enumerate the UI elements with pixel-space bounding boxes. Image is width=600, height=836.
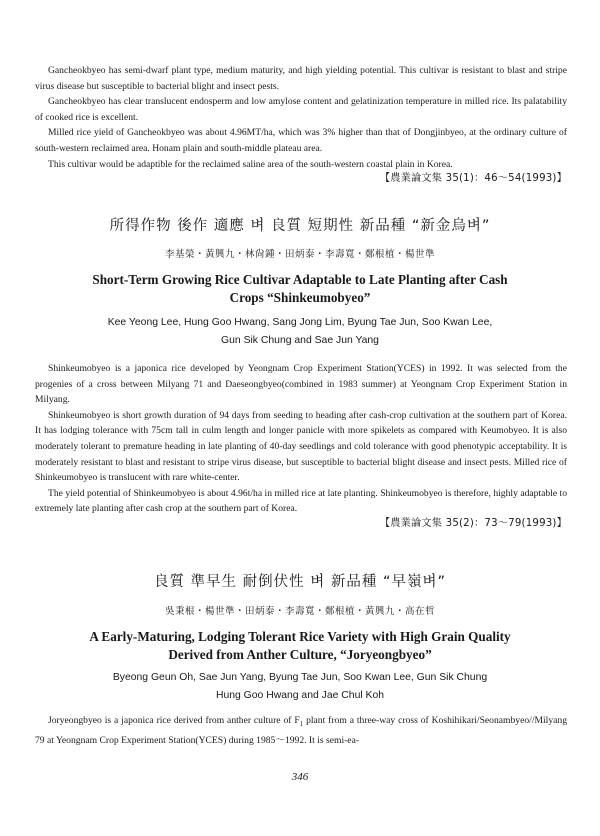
authors-line: Byeong Geun Oh, Sae Jun Yang, Byung Tae Jun, Soo Kwan Lee, Gun Sik Chung xyxy=(112,672,488,683)
title-line: Crops “Shinkeumobyeo” xyxy=(229,289,371,305)
article-3-title-korean: 良質 準早生 耐倒伏性 벼 新品種 “早嶺벼” xyxy=(153,574,447,590)
article-2-abstract xyxy=(35,361,567,531)
article-3-title-english xyxy=(60,628,540,663)
authors-line: Gun Sik Chung and Sae Jun Yang xyxy=(221,334,379,346)
paragraph-text: plant from a three-way cross of Koshihikari/Seonambyeo//Milyang 79 at Yeongnam Crop Experiment Station(YCES) during 1985～1992. It is semi-ea- xyxy=(35,715,567,746)
subscript: 1 xyxy=(299,719,304,728)
paragraph: The yield potential of Shinkeumobyeo is about 4.96t/ha in milled rice at late planting. Shinkeumobyeo is therefore, highly adaptable to extremely late planting after cash crop at the southern part of Korea. xyxy=(35,487,567,515)
paragraph: Milled rice yield of Gancheokbyeo was about 4.96MT/ha, which was 3% higher than that of Dongjinbyeo, at the ordinary culture of south-western reclaimed area. Honam plain and south-middle plateau area. xyxy=(35,127,567,154)
article-2-authors-english xyxy=(50,314,550,349)
citation: 【農業論文集 35(2)：73～79(1993)】 xyxy=(379,517,567,529)
paragraph: Gancheokbyeo has clear translucent endosperm and low amylose content and gelatinization temperature in milled rice. Its palatability of cooked rice is excellent. xyxy=(35,96,567,123)
article-3-abstract xyxy=(35,713,567,748)
citation: 【農業論文集 35(1)：46～54(1993)】 xyxy=(379,173,567,185)
article-3-authors-english xyxy=(50,669,550,704)
title-line: Short-Term Growing Rice Cultivar Adaptable to Late Planting after Cash xyxy=(92,272,508,287)
article-2-authors-korean: 李基榮・黃興九・林尙鍾・田炳泰・李壽寬・鄭根植・楊世準 xyxy=(164,249,435,260)
authors-line: Kee Yeong Lee, Hung Goo Hwang, Sang Jong Lim, Byung Tae Jun, Soo Kwan Lee, xyxy=(107,317,493,328)
title-line: Derived from Anther Culture, “Joryeongbyeo” xyxy=(168,646,432,662)
paragraph: Gancheokbyeo has semi-dwarf plant type, medium maturity, and high yielding potential. This cultivar is resistant to blast and stripe virus disease but susceptible to bacterial blight and insect pests. xyxy=(35,65,567,92)
paragraph: Shinkeumobyeo is a japonica rice developed by Yeongnam Crop Experiment Station(YCES) in 1992. It was selected from the progenies of a cross between Milyang 71 and Daeseongbyeo(combined in 1983 summer) at Yeongnam Crop Experiment Station in Milyang. xyxy=(35,363,567,406)
paragraph xyxy=(35,713,567,748)
page-number: 346 xyxy=(291,771,309,783)
paragraph-text: Joryeongbyeo is a japonica rice derived from anther culture of F xyxy=(48,715,300,726)
paragraph: Shinkeumobyeo is short growth duration of 94 days from seeding to heading after cash-crop cultivation at the southern part of Korea. It has lodging tolerance with 75cm tall in culm length and longer panicle with more spikelets as compared with Keumobyeo. It is also moderately tolerant to premature heading in late planting of 40-day seedlings and cold tolerance with good phenotypic acceptability. It is moderately resistant to blast and resistant to stripe virus disease, but susceptible to bacterial blight disease and insect pests. Milled rice of Shinkeumobyeo is translucent with rare white-center. xyxy=(35,409,567,484)
article-3-authors-korean: 吳秉根・楊世準・田炳泰・李壽寬・鄭根植・黃興九・高在哲 xyxy=(164,606,435,617)
authors-line: Hung Goo Hwang and Jae Chul Koh xyxy=(215,689,385,701)
article-2-title-english xyxy=(60,271,540,306)
article-2-title-korean: 所得作物 後作 適應 벼 良質 短期性 新品種 “新金烏벼” xyxy=(109,218,491,234)
article-1-abstract xyxy=(35,63,567,186)
paragraph: This cultivar would be adaptible for the reclaimed saline area of the south-western coastal plain in Korea. xyxy=(48,158,453,170)
title-line: A Early-Maturing, Lodging Tolerant Rice Variety with High Grain Quality xyxy=(89,629,511,644)
